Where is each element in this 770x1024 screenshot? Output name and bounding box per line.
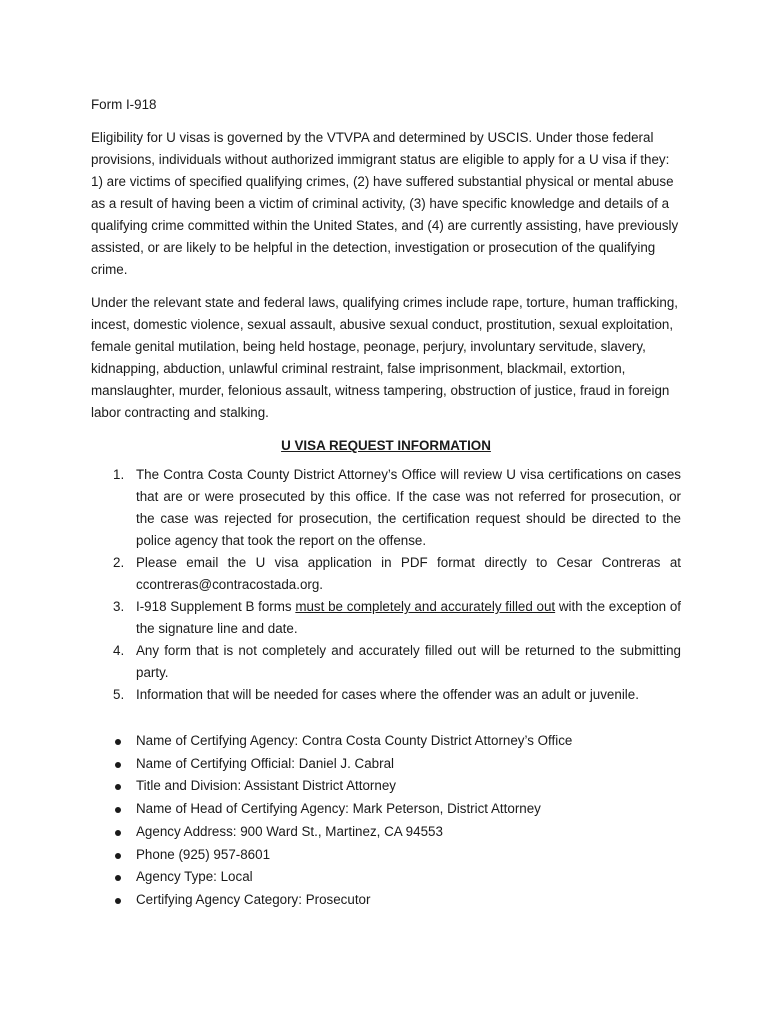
agency-info-list [91, 730, 681, 912]
bullet-icon [115, 830, 121, 836]
document-page [91, 94, 681, 912]
bullet-icon [115, 807, 121, 813]
bullet-text: Agency Type: Local [136, 869, 253, 885]
bullet-item [91, 889, 681, 912]
underlined-requirement: must be completely and accurately filled out [295, 599, 556, 614]
bullet-item [91, 775, 681, 798]
bullet-item [91, 730, 681, 753]
bullet-item [91, 821, 681, 844]
list-item-text-post: with the exception of the signature line and date. [136, 599, 681, 636]
bullet-icon [115, 762, 121, 768]
bullet-text: Certifying Agency Category: Prosecutor [136, 891, 371, 907]
list-item [91, 640, 681, 684]
list-item-text-pre: I-918 Supplement B forms [136, 599, 296, 614]
list-item-text: Any form that is not completely and accurately filled out will be returned to the submitting party. [136, 643, 681, 680]
list-number: 2. [113, 555, 125, 570]
section-heading: U VISA REQUEST INFORMATION [281, 438, 491, 453]
list-item [91, 464, 681, 552]
list-item [91, 552, 681, 596]
bullet-text: Name of Head of Certifying Agency: Mark Peterson, District Attorney [136, 801, 541, 817]
eligibility-paragraph: Eligibility for U visas is governed by the VTVPA and determined by USCIS. Under those federal provisions, individuals without authorized immigrant status are eligible to apply for a U visa if they: 1) are victims of specified qualifying crimes, (2) have suffered substantial physical or mental abuse as a result of having been a victim of criminal activity, (3) have specific knowledge and details of a qualifying crime committed within the United States, and (4) are currently assisting, have previously assisted, or are likely to be helpful in the detection, investigation or prosecution of the qualifying crime. [91, 130, 679, 277]
list-item-text: Information that will be needed for cases where the offender was an adult or juvenile. [136, 687, 639, 702]
bullet-text: Name of Certifying Official: Daniel J. Cabral [136, 755, 394, 771]
list-item [91, 684, 681, 706]
bullet-icon [115, 739, 121, 745]
bullet-text: Phone (925) 957-8601 [136, 846, 271, 862]
bullet-item [91, 753, 681, 776]
list-number: 3. [113, 599, 125, 614]
bullet-item [91, 798, 681, 821]
list-item [91, 596, 681, 640]
bullet-text: Agency Address: 900 Ward St., Martinez, CA 94553 [136, 823, 443, 839]
numbered-list [91, 464, 681, 706]
bullet-icon [115, 875, 121, 881]
bullet-text: Title and Division: Assistant District Attorney [136, 778, 396, 794]
qualifying-crimes-paragraph: Under the relevant state and federal laws, qualifying crimes include rape, torture, human trafficking, incest, domestic violence, sexual assault, abusive sexual conduct, prostitution, sexual exploitation, female genital mutilation, being held hostage, peonage, perjury, involuntary servitude, slavery, kidnapping, abduction, unlawful criminal restraint, false imprisonment, blackmail, extortion, manslaughter, murder, felonious assault, witness tampering, obstruction of justice, fraud in foreign labor contracting and stalking. [91, 295, 679, 420]
bullet-text: Name of Certifying Agency: Contra Costa County District Attorney’s Office [136, 733, 573, 748]
list-number: 5. [113, 687, 125, 702]
bullet-icon [115, 784, 121, 790]
form-label: Form I-918 [91, 97, 157, 112]
bullet-icon [115, 853, 121, 859]
bullet-icon [115, 898, 121, 904]
list-item-text: The Contra Costa County District Attorney’s Office will review U visa certifications on cases that are or were prosecuted by this office. If the case was not referred for prosecution, or the case was rejected for prosecution, the certification request should be directed to the police agency that took the report on the offense. [136, 467, 681, 548]
list-item-text: Please email the U visa application in PDF format directly to Cesar Contreras at ccontreras@contracostada.org. [136, 555, 681, 592]
bullet-item [91, 844, 681, 867]
list-number: 4. [113, 643, 125, 658]
bullet-item [91, 866, 681, 889]
list-number: 1. [113, 467, 125, 482]
